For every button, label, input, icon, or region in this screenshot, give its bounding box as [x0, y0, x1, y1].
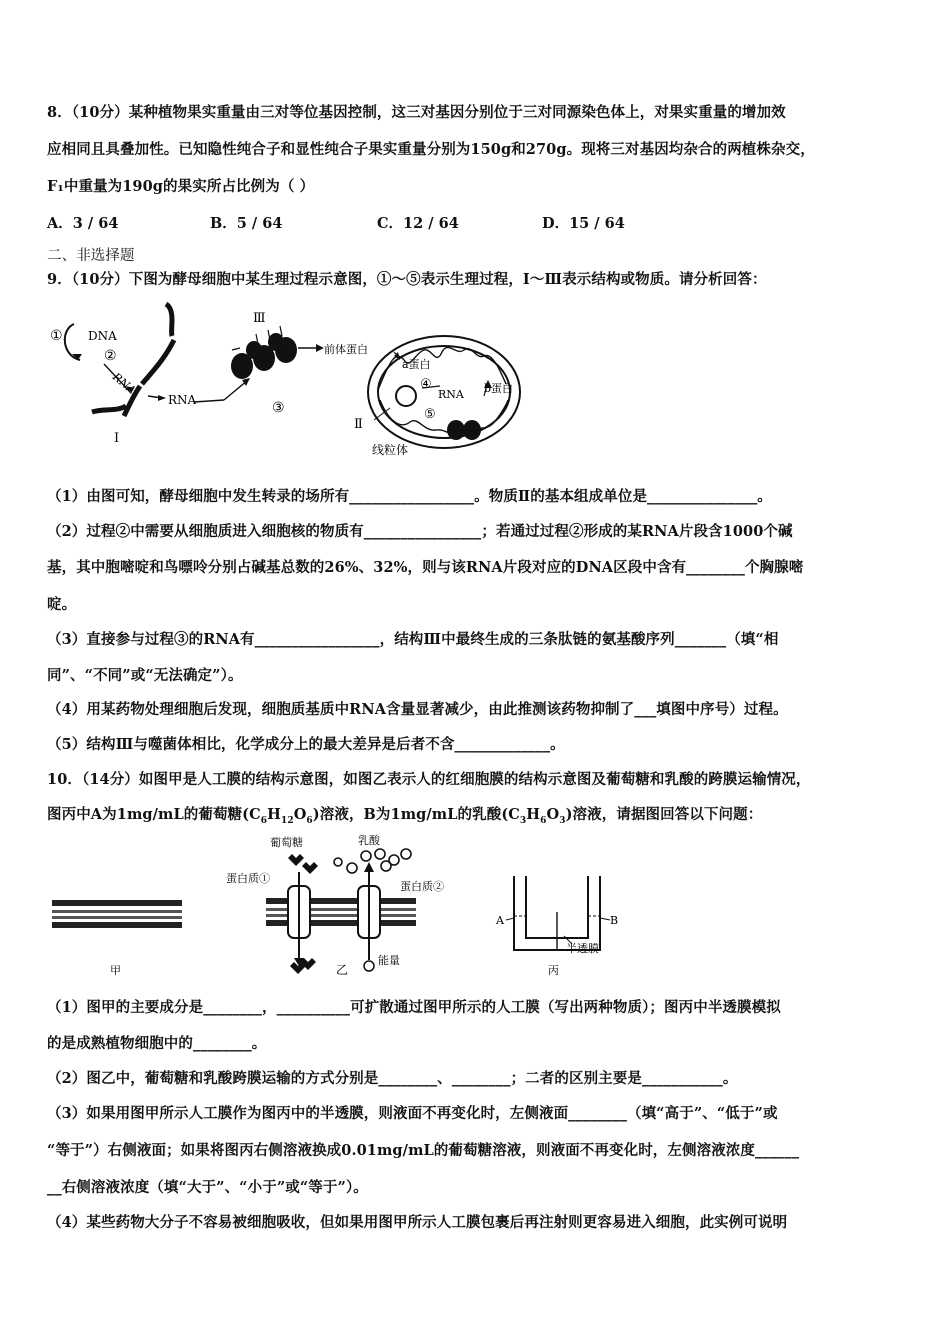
transcription-diagram — [65, 304, 248, 416]
u-tube — [506, 876, 610, 950]
mito-ribosomes — [447, 420, 481, 440]
q9-part3-line1: （3）直接参与过程③的RNA有_________________，结构Ⅲ中最终生成的三条肽链的氨基酸序列_______（填“相 — [47, 631, 779, 648]
label-roman1: Ⅰ — [114, 431, 120, 446]
label-c4: ④ — [420, 377, 432, 392]
label-lactic: 乳酸 — [358, 834, 380, 847]
q9-part4: （4）用某药物处理细胞后发现，细胞质基质中RNA含量显著减少，由此推测该药物抑制了___填图中序号）过程。 — [47, 701, 788, 718]
q9-part2-line3: 啶。 — [47, 596, 77, 613]
q10-part3-line1: （3）如果用图甲所示人工膜作为图丙中的半透膜，则液面不再变化时，左侧液面________（填“高于”、“低于”或 — [47, 1105, 778, 1122]
q10-figure — [44, 832, 644, 982]
q9-part3-line2: 同”、“不同”或“无法确定”）。 — [47, 667, 243, 684]
q8-option-b: B．5 / 64 — [210, 215, 283, 232]
label-c1: ① — [50, 328, 63, 344]
q10-part2: （2）图乙中，葡萄糖和乳酸跨膜运输的方式分别是________、________；二者的区别主要是___________。 — [47, 1070, 738, 1087]
label-roman3: Ⅲ — [253, 311, 266, 326]
q8-line3: F₁中重量为190g的果实所占比例为（ ） — [47, 178, 315, 195]
label-c2: ② — [104, 348, 117, 364]
label-rna2: RNA — [438, 388, 464, 401]
ribosomes — [231, 333, 297, 379]
q9-part2-line2: 基，其中胞嘧啶和鸟嘌呤分别占碱基总数的26%、32%，则与该RNA片段对应的DNA区段中含有________个胸腺嘧 — [47, 559, 804, 576]
label-c5: ⑤ — [424, 407, 436, 422]
artificial-membrane — [52, 900, 182, 928]
q8-option-c: C．12 / 64 — [377, 215, 459, 232]
label-semipermeable: 半透膜 — [566, 942, 599, 955]
label-roman2: Ⅱ — [354, 417, 363, 432]
section-title: 二、非选择题 — [47, 248, 135, 264]
label-bing: 丙 — [548, 964, 559, 977]
q10-part4: （4）某些药物大分子不容易被细胞吸收，但如果用图甲所示人工膜包裹后再注射则更容易进入细胞，此实例可说明 — [47, 1214, 788, 1231]
q10-part3-line2: “等于”）右侧液面；如果将图丙右侧溶液换成0.01mg/mL的葡萄糖溶液，则液面不再变化时，左侧溶液浓度______ — [47, 1142, 800, 1159]
q9-figure — [44, 300, 544, 465]
q10-part3-line3: __右侧溶液浓度（填“大于”、“小于”或“等于”）。 — [47, 1179, 368, 1196]
q10-part1-line1: （1）图甲的主要成分是________，__________可扩散通过图甲所示的人工膜（写出两种物质）；图丙中半透膜模拟 — [47, 999, 781, 1016]
label-energy: 能量 — [378, 954, 400, 967]
label-rna: RNA — [168, 393, 197, 407]
q9-part1: （1）由图可知，酵母细胞中发生转录的场所有_________________。物质Ⅱ的基本组成单位是_______________。 — [47, 488, 772, 505]
q10-part1-line2: 的是成熟植物细胞中的________。 — [47, 1035, 267, 1052]
label-precursor: 前体蛋白 — [324, 343, 368, 356]
q8-line1: 8．（10分）某种植物果实重量由三对等位基因控制，这三对基因分别位于三对同源染色体上，对果实重量的增加效 — [47, 104, 786, 121]
label-a-protein: a蛋白 — [402, 358, 431, 371]
label-jia: 甲 — [110, 964, 121, 977]
label-protein2: 蛋白质② — [400, 880, 444, 893]
label-b-protein: b蛋白 — [484, 382, 514, 395]
q8-line2: 应相同且具叠加性。已知隐性纯合子和显性纯合子果实重量分别为150g和270g。现将三对基因均杂合的两植株杂交， — [47, 141, 815, 158]
label-yi: 乙 — [336, 963, 349, 977]
q8-option-d: D．15 / 64 — [542, 215, 625, 232]
label-b: B — [610, 914, 619, 927]
label-mito: 线粒体 — [372, 443, 409, 457]
label-protein1: 蛋白质① — [226, 872, 270, 885]
q10-stem-line2: 图丙中A为1mg/mL的葡萄糖$(C_6H_{12}O_6)$溶液，B为1mg/mL的乳酸$(C_3H_6O_3)$溶液，请据图回答以下问题： — [47, 806, 763, 826]
q9-part5: （5）结构Ⅲ与噬菌体相比，化学成分上的最大差异是后者不含_____________。 — [47, 736, 565, 753]
q10-stem-line1: 10．（14分）如图甲是人工膜的结构示意图，如图乙表示人的红细胞膜的结构示意图及葡萄糖和乳酸的跨膜运输情况， — [47, 771, 811, 788]
label-glucose: 葡萄糖 — [270, 836, 303, 849]
label-rna-slanted: RNA — [110, 370, 139, 397]
label-a: A — [496, 914, 504, 927]
q9-stem: 9．（10分）下图为酵母细胞中某生理过程示意图，①～⑤表示生理过程，Ⅰ～Ⅲ表示结构或物质。请分析回答： — [47, 271, 767, 288]
label-dna: DNA — [88, 329, 117, 343]
label-c3: ③ — [272, 400, 285, 416]
q8-option-a: A．3 / 64 — [47, 215, 119, 232]
q9-part2-line1: （2）过程②中需要从细胞质进入细胞核的物质有________________；若通过过程②形成的某RNA片段含1000个碱 — [47, 523, 793, 540]
